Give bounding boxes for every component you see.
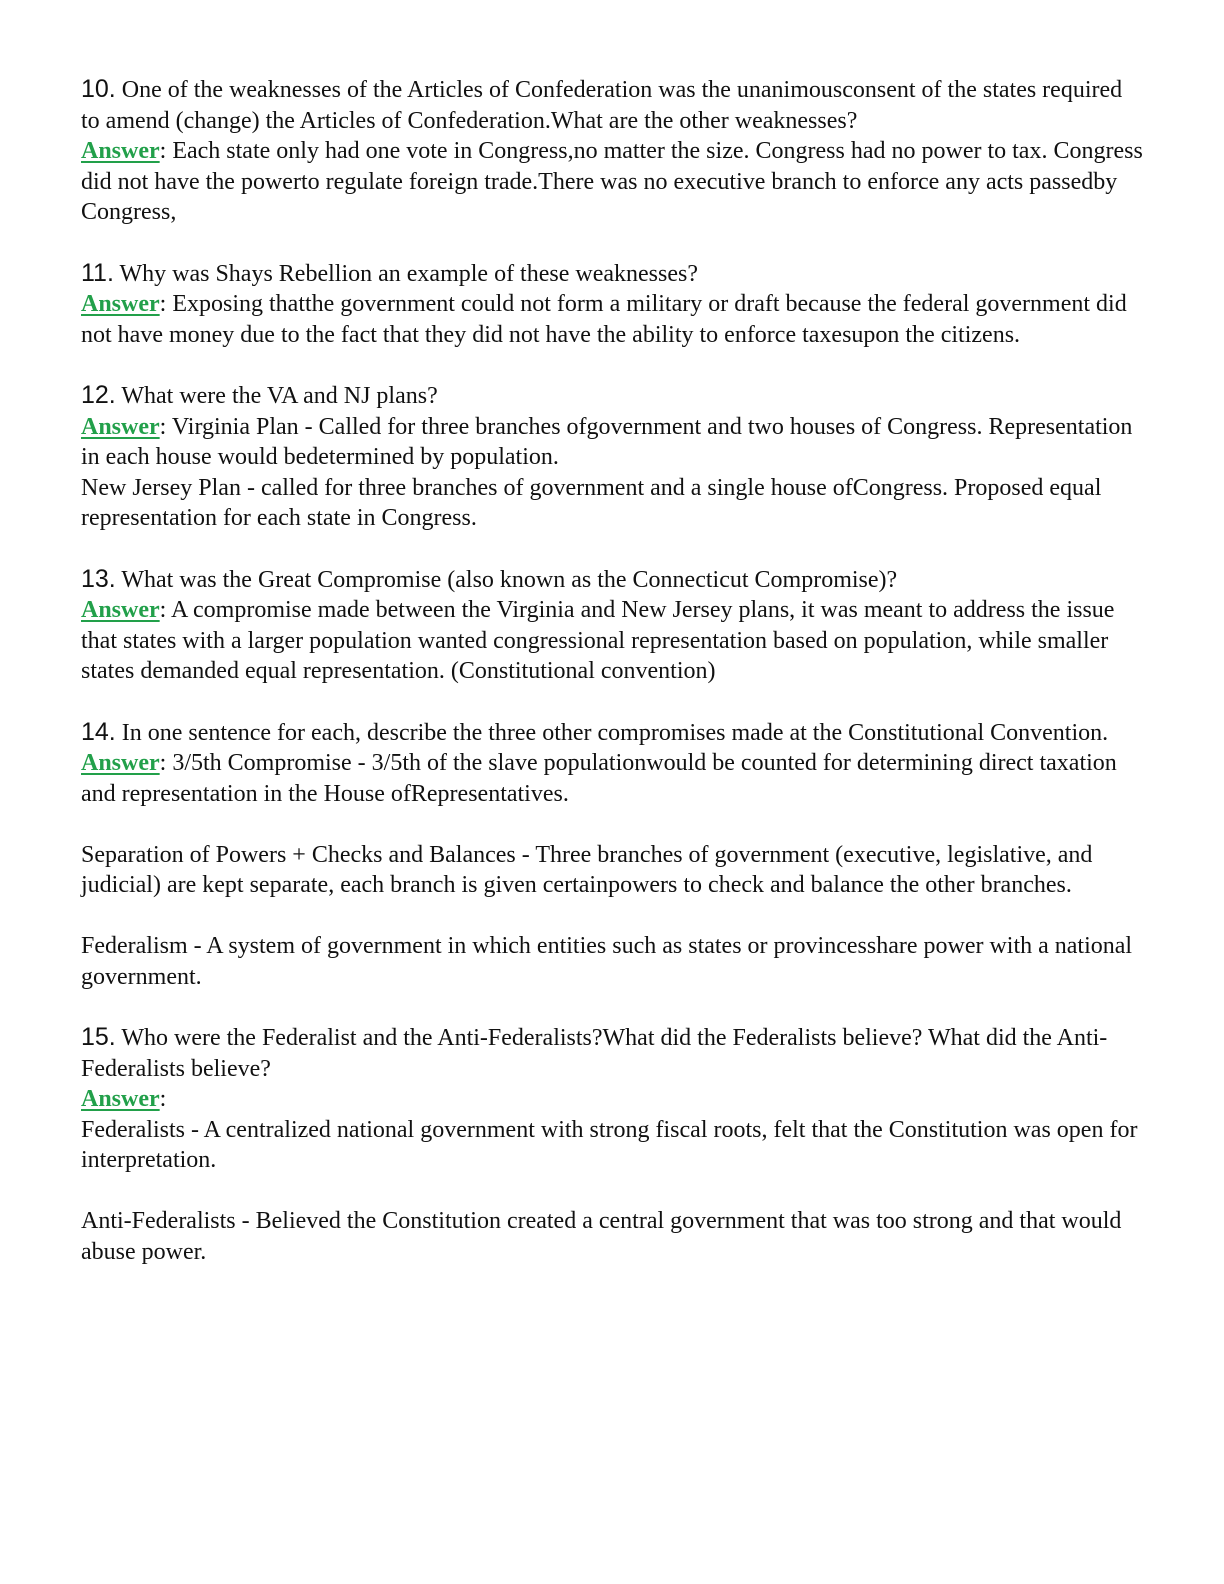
answer-text [81, 136, 1144, 228]
question-number: 14. [81, 717, 116, 746]
question-number: 13. [81, 564, 116, 593]
question-text [81, 74, 1144, 136]
question-number: 10. [81, 75, 116, 103]
question-body: What were the VA and NJ plans? [121, 383, 438, 409]
question-block-15 [81, 1022, 1144, 1267]
question-number: 11. [81, 258, 114, 287]
answer-continuation: New Jersey Plan - called for three branches of government and a single house ofCongress. Proposed equal representation for each state in Congress. [81, 474, 1102, 531]
question-text [81, 1022, 1144, 1084]
answer-body: : 3/5th Compromise - 3/5th of the slave populationwould be counted for determining direct taxation and representation in the House ofRepresentatives. [81, 750, 1117, 807]
question-text [81, 717, 1144, 749]
question-block-11 [81, 258, 1144, 351]
answer-body: : [159, 1086, 167, 1112]
question-block-10 [81, 74, 1144, 228]
question-body: In one sentence for each, describe the three other compromises made at the Constitutional Convention. [121, 719, 1109, 746]
answer-label: Answer [81, 1086, 160, 1112]
answer-continuation: Anti-Federalists - Believed the Constitution created a central government that was too strong and that would abuse power. [81, 1208, 1122, 1265]
question-block-12 [81, 380, 1144, 534]
answer-label: Answer [81, 750, 160, 776]
answer-label: Answer [81, 413, 160, 440]
answer-text [81, 748, 1144, 809]
answer-text [81, 1084, 1144, 1115]
answer-text [81, 289, 1144, 350]
answer-text [81, 412, 1144, 473]
answer-label: Answer [81, 597, 160, 623]
answer-text [81, 595, 1144, 687]
question-text [81, 380, 1144, 412]
question-body: Why was Shays Rebellion an example of these weaknesses? [119, 260, 698, 287]
answer-continuation: Separation of Powers + Checks and Balances - Three branches of government (executive, legislative, and judicial) are kept separate, each branch is given certainpowers to check and balance the other branches. [81, 841, 1093, 898]
answer-continuation: Federalism - A system of government in which entities such as states or provincesshare power with a national government. [81, 933, 1133, 990]
question-text [81, 258, 1144, 290]
answer-body: : Virginia Plan - Called for three branches ofgovernment and two houses of Congress. Representation in each house would bedetermined by population. [81, 413, 1133, 470]
question-number: 15. [81, 1023, 116, 1051]
answer-label: Answer [81, 291, 160, 317]
question-text [81, 564, 1144, 596]
answer-body: : Each state only had one vote in Congress,no matter the size. Congress had no power to tax. Congress did not have the powerto regulate foreign trade.There was no executive branch to enforce any acts passedby Congress, [81, 138, 1143, 225]
answer-body: : Exposing thatthe government could not form a military or draft because the federal government did not have money due to the fact that they did not have the ability to enforce taxesupon the citizens. [81, 291, 1127, 348]
question-body: One of the weaknesses of the Articles of Confederation was the unanimousconsent of the states required to amend (change) the Articles of Confederation.What are the other weaknesses? [81, 77, 1123, 134]
question-block-14 [81, 717, 1144, 993]
answer-body: : A compromise made between the Virginia and New Jersey plans, it was meant to address the issue that states with a larger population wanted congressional representation based on population, while smaller states demanded equal representation. (Constitutional convention) [81, 597, 1115, 684]
question-number: 12. [81, 381, 116, 409]
question-block-13 [81, 564, 1144, 687]
question-body: Who were the Federalist and the Anti-Federalists?What did the Federalists believe? What did the Anti-Federalists believe? [81, 1025, 1108, 1082]
question-body: What was the Great Compromise (also known as the Connecticut Compromise)? [121, 566, 898, 593]
answer-continuation: Federalists - A centralized national government with strong fiscal roots, felt that the Constitution was open for interpretation. [81, 1116, 1138, 1173]
answer-label: Answer [81, 138, 160, 164]
